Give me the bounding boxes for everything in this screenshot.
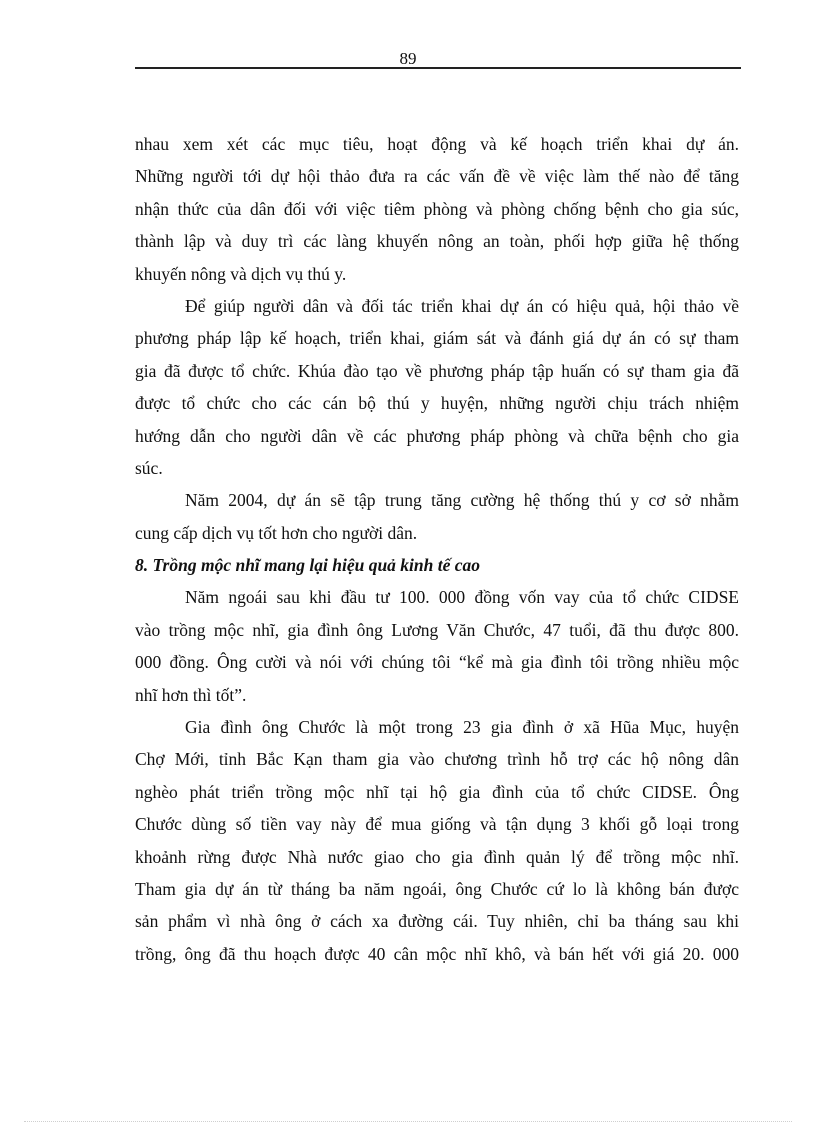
text-line: Để giúp người dân và đối tác triển khai dự án có hiệu quả, hội thảo về xyxy=(185,295,739,316)
text-line: Tham gia dự án từ tháng ba năm ngoái, ông Chước cứ lo là không bán được xyxy=(135,878,739,899)
text-line: vào trồng mộc nhĩ, gia đình ông Lương Văn Chước, 47 tuổi, đã thu được 800. xyxy=(135,619,739,640)
text-line: nhau xem xét các mục tiêu, hoạt động và kế hoạch triển khai dự án. xyxy=(135,134,739,154)
text-line: Gia đình ông Chước là một trong 23 gia đình ở xã Hũa Mục, huyện xyxy=(185,717,739,738)
header-rule xyxy=(135,67,741,69)
section-heading xyxy=(135,549,739,581)
text-line: Chước dùng số tiền vay này để mua giống và tận dụng 3 khối gỗ loại trong xyxy=(135,814,739,835)
text-line: nhận thức của dân đối với việc tiêm phòng và phòng chống bệnh cho gia súc, xyxy=(135,198,739,219)
paragraph xyxy=(135,581,739,711)
text-line: khuyến nông và dịch vụ thú y. xyxy=(135,263,347,284)
paragraph xyxy=(135,290,739,484)
text-line: nhĩ hơn thì tốt”. xyxy=(135,684,247,705)
text-line: được tổ chức cho các cán bộ thú y huyện, những người chịu trách nhiệm xyxy=(135,393,739,414)
text-line: nghèo phát triển trồng mộc nhĩ tại hộ gia đình của tổ chức CIDSE. Ông xyxy=(135,781,739,802)
footer-rule xyxy=(24,1121,792,1122)
paragraph xyxy=(135,484,739,549)
text-line: Năm 2004, dự án sẽ tập trung tăng cường hệ thống thú y cơ sở nhằm xyxy=(185,490,739,511)
paragraph xyxy=(135,128,739,290)
text-line: cung cấp dịch vụ tốt hơn cho người dân. xyxy=(135,522,418,543)
text-line: khoảnh rừng được Nhà nước giao cho gia đình quản lý để trồng mộc nhĩ. xyxy=(135,846,739,867)
text-line: Năm ngoái sau khi đầu tư 100. 000 đồng vốn vay của tổ chức CIDSE xyxy=(185,587,739,608)
text-line: súc. xyxy=(135,457,163,478)
paragraph xyxy=(135,711,739,970)
heading-text: 8. Trồng mộc nhĩ mang lại hiệu quả kinh tế cao xyxy=(135,555,481,576)
text-line: gia đã được tổ chức. Khúa đào tạo về phương pháp tập huấn có sự tham gia đã xyxy=(135,360,739,381)
text-line: Những người tới dự hội thảo đưa ra các vấn đề về việc làm thế nào để tăng xyxy=(135,166,739,187)
text-line: hướng dẫn cho người dân về các phương pháp phòng và chữa bệnh cho gia xyxy=(135,425,739,446)
text-line: Chợ Mới, tỉnh Bắc Kạn tham gia vào chương trình hỗ trợ các hộ nông dân xyxy=(135,749,739,770)
text-line: 000 đồng. Ông cười và nói với chúng tôi “kể mà gia đình tôi trồng nhiều mộc xyxy=(135,652,739,673)
text-line: thành lập và duy trì các làng khuyến nông an toàn, phối hợp giữa hệ thống xyxy=(135,231,739,252)
text-line: phương pháp lập kế hoạch, triển khai, giám sát và đánh giá dự án có sự tham xyxy=(135,328,739,349)
text-line: trồng, ông đã thu hoạch được 40 cân mộc nhĩ khô, và bán hết với giá 20. 000 xyxy=(135,943,739,964)
page-number: 89 xyxy=(399,49,417,68)
document-body xyxy=(135,128,739,970)
text-line: sản phẩm vì nhà ông ở cách xa đường cái. Tuy nhiên, chỉ ba tháng sau khi xyxy=(135,911,739,932)
